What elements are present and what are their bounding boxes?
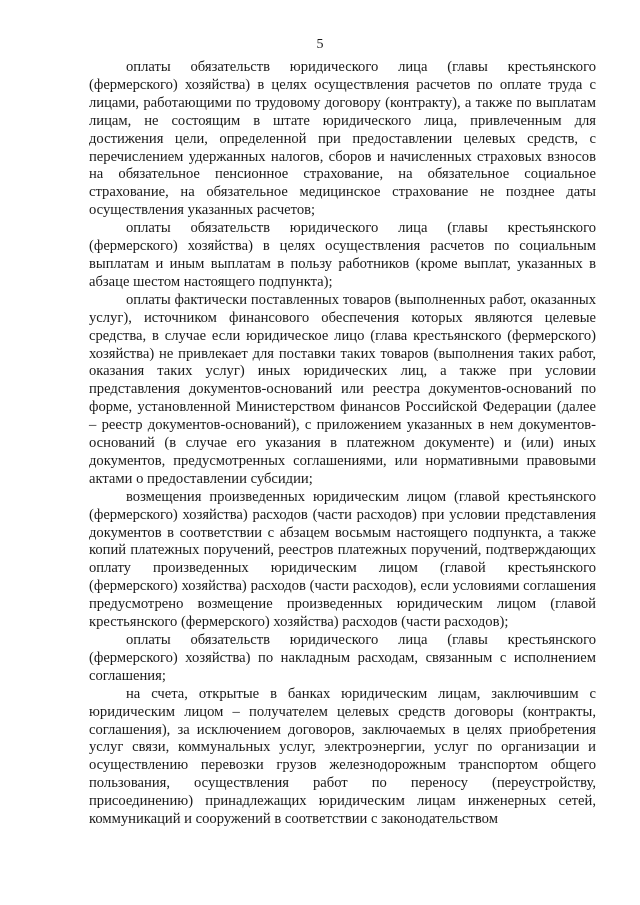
paragraph-bank-accounts: на счета, открытые в банках юридическим лицам, заключившим с юридическим лицом – получателем целевых средств договоры (контракты, соглашения), за исключением договоров, заключаемых в целях приобретения услуг связи, коммунальных услуг, электроэнергии, услуг по организации и осуществлению перевозки грузов железнодорожным транспортом общего пользования, осуществления работ по переносу (переустройству, присоединению) принадлежащих юридическим лицам инженерных сетей, коммуникаций и сооружений в соответствии с законодательством	[89, 685, 596, 828]
paragraph-expense-reimbursement: возмещения произведенных юридическим лицом (главой крестьянского (фермерского) хозяйства) расходов (части расходов) при условии представления документов в соответствии с абзацем восьмым настоящего подпункта, а также копий платежных поручений, реестров платежных поручений, подтверждающих оплату произведенных юридическим лицом (главой крестьянского (фермерского) хозяйства) расходов (части расходов), если условиями соглашения предусмотрено возмещение произведенных юридическим лицом (главой крестьянского (фермерского) хозяйства) расходов (части расходов);	[89, 488, 596, 631]
paragraph-goods-payment: оплаты фактически поставленных товаров (выполненных работ, оказанных услуг), источником финансового обеспечения которых являются целевые средства, в случае если юридическое лицо (глава крестьянского (фермерского) хозяйства) не привлекает для поставки таких товаров (выполнения таких работ, оказания таких услуг) иных юридических лиц, а также при условии представления документов-оснований или реестра документов-оснований по форме, установленной Министерством финансов Российской Федерации (далее – реестр документов-оснований), с приложением указанных в нем документов-оснований (в случае его указания в платежном документе) и (или) иных документов, предусмотренных соглашениями, или нормативными правовыми актами о предоставлении субсидии;	[89, 291, 596, 487]
page-number: 5	[316, 37, 324, 52]
paragraph-payroll-obligations: оплаты обязательств юридического лица (главы крестьянского (фермерского) хозяйства) в целях осуществления расчетов по оплате труда с лицами, работающими по трудовому договору (контракту), а также по выплатам лицам, не состоящим в штате юридического лица, привлеченным для достижения цели, определенной при предоставлении целевых средств, с перечислением удержанных налогов, сборов и начисленных страховых взносов на обязательное пенсионное страхование, на обязательное социальное страхование, на обязательное медицинское страхование не позднее даты осуществления указанных расчетов;	[89, 59, 596, 219]
paragraph-overhead-costs: оплаты обязательств юридического лица (главы крестьянского (фермерского) хозяйства) по накладным расходам, связанным с исполнением соглашения;	[89, 632, 596, 684]
document-body	[89, 59, 596, 829]
paragraph-social-payments: оплаты обязательств юридического лица (главы крестьянского (фермерского) хозяйства) в целях осуществления расчетов по социальным выплатам и иным выплатам в пользу работников (кроме выплат, указанных в абзаце шестом настоящего подпункта);	[89, 220, 596, 290]
